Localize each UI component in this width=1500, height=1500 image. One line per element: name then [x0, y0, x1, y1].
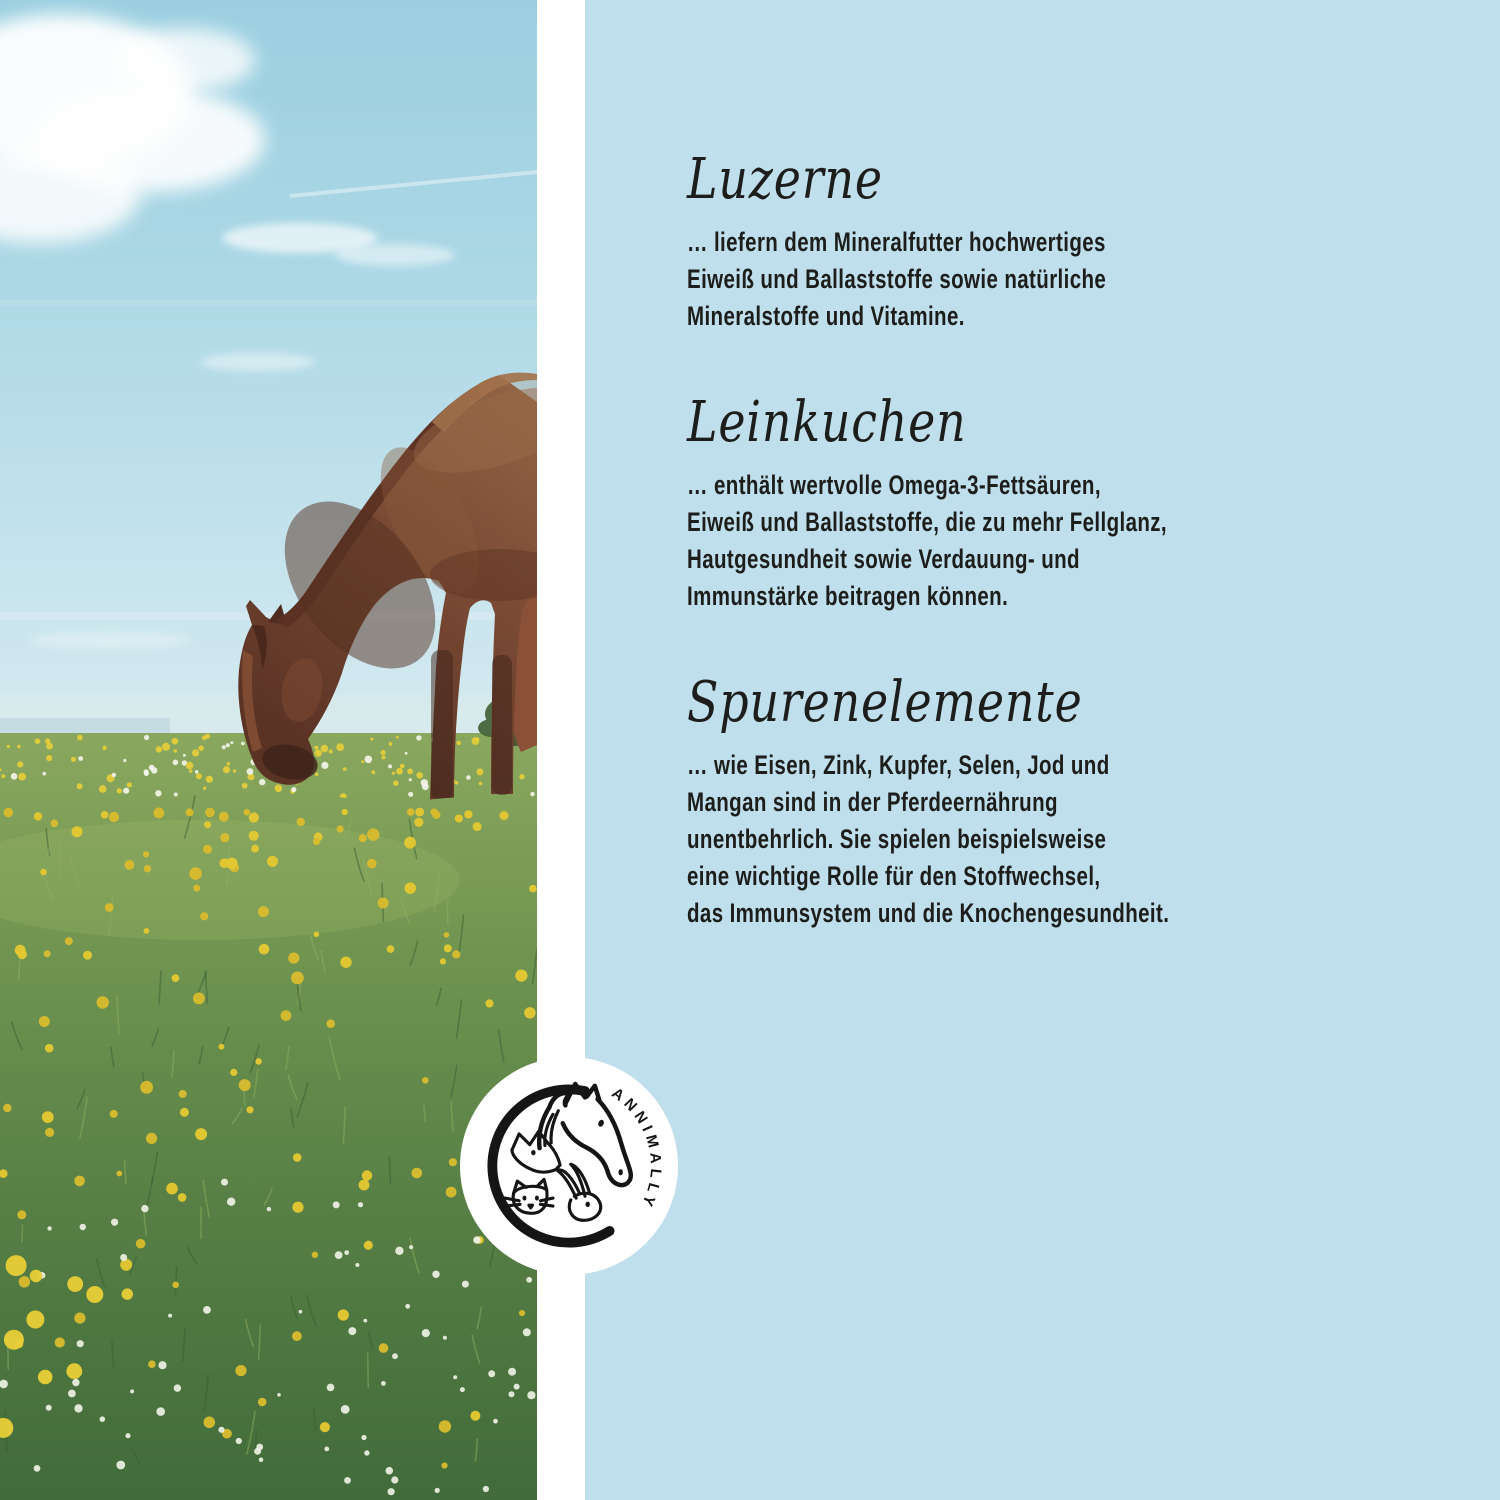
- section-heading: Leinkuchen: [687, 390, 967, 455]
- rabbit-icon: [557, 1164, 600, 1220]
- section-leinkuchen: [687, 391, 1467, 615]
- section-spurenelemente: [687, 671, 1467, 932]
- dog-icon: [512, 1131, 560, 1172]
- section-heading: Spurenelemente: [687, 670, 1083, 735]
- cat-icon: [505, 1179, 553, 1213]
- section-body-line: … enthält wertvolle Omega-3-Fettsäuren,: [687, 470, 1101, 500]
- section-body-line: … liefern dem Mineralfutter hochwertiges: [687, 227, 1106, 257]
- section-body-line: Mineralstoffe und Vitamine.: [687, 301, 965, 331]
- brand-logo-badge: [460, 1057, 678, 1275]
- section-heading: Luzerne: [687, 147, 883, 212]
- vertical-white-divider: [537, 0, 585, 1500]
- section-body-line: das Immunsystem und die Knochengesundheit.: [687, 898, 1170, 928]
- section-body-line: eine wichtige Rolle für den Stoffwechsel,: [687, 861, 1101, 891]
- section-body-line: Eiweiß und Ballaststoffe, die zu mehr Fellglanz,: [687, 507, 1168, 537]
- section-body-line: Mangan sind in der Pferdeernährung: [687, 787, 1058, 817]
- horse-meadow-photo: [0, 0, 537, 1500]
- section-body-line: Eiweiß und Ballaststoffe sowie natürliche: [687, 264, 1107, 294]
- brand-arc-text: ANNIMALLY: [608, 1084, 665, 1213]
- info-panel: [585, 0, 1500, 1500]
- ingredient-sections: [687, 148, 1467, 932]
- section-body-line: Hautgesundheit sowie Verdauung- und: [687, 544, 1080, 574]
- section-body-line: … wie Eisen, Zink, Kupfer, Selen, Jod und: [687, 750, 1110, 780]
- section-luzerne: [687, 148, 1467, 335]
- section-body-line: Immunstärke beitragen können.: [687, 581, 1009, 611]
- section-body-line: unentbehrlich. Sie spielen beispielsweise: [687, 824, 1107, 854]
